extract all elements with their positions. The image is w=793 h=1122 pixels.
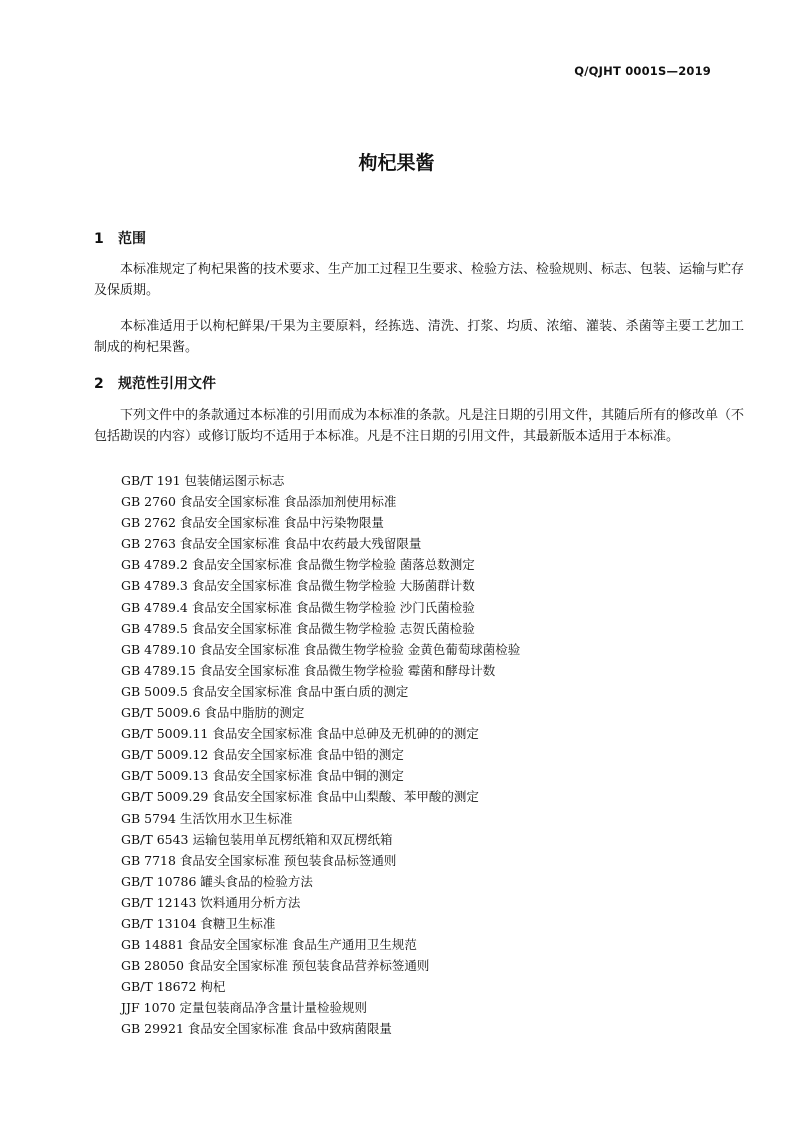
- reference-item: JJF 1070 定量包装商品净含量计量检验规则: [121, 1000, 367, 1016]
- reference-item: GB/T 5009.11 食品安全国家标准 食品中总砷及无机砷的的测定: [121, 726, 479, 742]
- section-2-number: 2: [94, 376, 104, 392]
- reference-item: GB/T 5009.29 食品安全国家标准 食品中山梨酸、苯甲酸的测定: [121, 789, 479, 805]
- section-2-heading: [94, 373, 216, 393]
- reference-item: GB 4789.2 食品安全国家标准 食品微生物学检验 菌落总数测定: [121, 557, 475, 573]
- section-2-paragraph-1: 下列文件中的条款通过本标准的引用而成为本标准的条款。凡是注日期的引用文件，其随后所有的修改单（不包括勘误的内容）或修订版均不适用于本标准。凡是不注日期的引用文件，其最新版本适用于本标准。: [94, 408, 745, 444]
- reference-item: GB 28050 食品安全国家标准 预包装食品营养标签通则: [121, 958, 430, 974]
- reference-item: GB/T 5009.13 食品安全国家标准 食品中铜的测定: [121, 768, 404, 784]
- reference-item: GB 4789.3 食品安全国家标准 食品微生物学检验 大肠菌群计数: [121, 578, 475, 594]
- document-code: Q/QJHT 0001S—2019: [574, 64, 711, 78]
- reference-item: GB 29921 食品安全国家标准 食品中致病菌限量: [121, 1021, 392, 1037]
- reference-item: GB 4789.15 食品安全国家标准 食品微生物学检验 霉菌和酵母计数: [121, 662, 496, 678]
- reference-item: GB 2762 食品安全国家标准 食品中污染物限量: [121, 515, 384, 531]
- reference-item: GB/T 191 包装储运图示标志: [121, 473, 285, 488]
- reference-item: GB 7718 食品安全国家标准 预包装食品标签通则: [121, 852, 397, 868]
- page-title: 枸杞果酱: [358, 152, 435, 174]
- reference-item: GB/T 13104 食糖卫生标准: [121, 915, 276, 931]
- reference-item: GB 4789.5 食品安全国家标准 食品微生物学检验 志贺氏菌检验: [121, 620, 475, 636]
- section-1-paragraph-1: 本标准规定了枸杞果酱的技术要求、生产加工过程卫生要求、检验方法、检验规则、标志、包装、运输与贮存及保质期。: [94, 262, 745, 298]
- reference-item: GB 4789.10 食品安全国家标准 食品微生物学检验 金黄色葡萄球菌检验: [121, 641, 521, 657]
- section-1-heading: [94, 228, 146, 248]
- reference-item: GB/T 5009.12 食品安全国家标准 食品中铅的测定: [121, 747, 404, 763]
- section-2-title: 规范性引用文件: [118, 376, 216, 392]
- reference-item: GB/T 18672 枸杞: [121, 979, 226, 995]
- reference-list: [121, 470, 520, 1040]
- reference-item: GB 5794 生活饮用水卫生标准: [121, 810, 293, 826]
- section-1-title: 范围: [118, 231, 146, 247]
- reference-item: GB 14881 食品安全国家标准 食品生产通用卫生规范: [121, 937, 417, 953]
- reference-item: GB/T 6543 运输包装用单瓦楞纸箱和双瓦楞纸箱: [121, 831, 393, 847]
- section-1-paragraph-2: 本标准适用于以枸杞鲜果/干果为主要原料，经拣选、清洗、打浆、均质、浓缩、灌装、杀菌等主要工艺加工制成的枸杞果酱。: [94, 319, 744, 355]
- reference-item: GB 2760 食品安全国家标准 食品添加剂使用标准: [121, 494, 397, 510]
- reference-item: GB/T 12143 饮料通用分析方法: [121, 894, 301, 910]
- reference-item: GB 4789.4 食品安全国家标准 食品微生物学检验 沙门氏菌检验: [121, 599, 475, 615]
- reference-item: GB/T 10786 罐头食品的检验方法: [121, 873, 313, 889]
- reference-item: GB/T 5009.6 食品中脂肪的测定: [121, 705, 305, 721]
- reference-item: GB 5009.5 食品安全国家标准 食品中蛋白质的测定: [121, 683, 409, 699]
- reference-item: GB 2763 食品安全国家标准 食品中农药最大残留限量: [121, 536, 422, 552]
- section-1-number: 1: [94, 231, 104, 247]
